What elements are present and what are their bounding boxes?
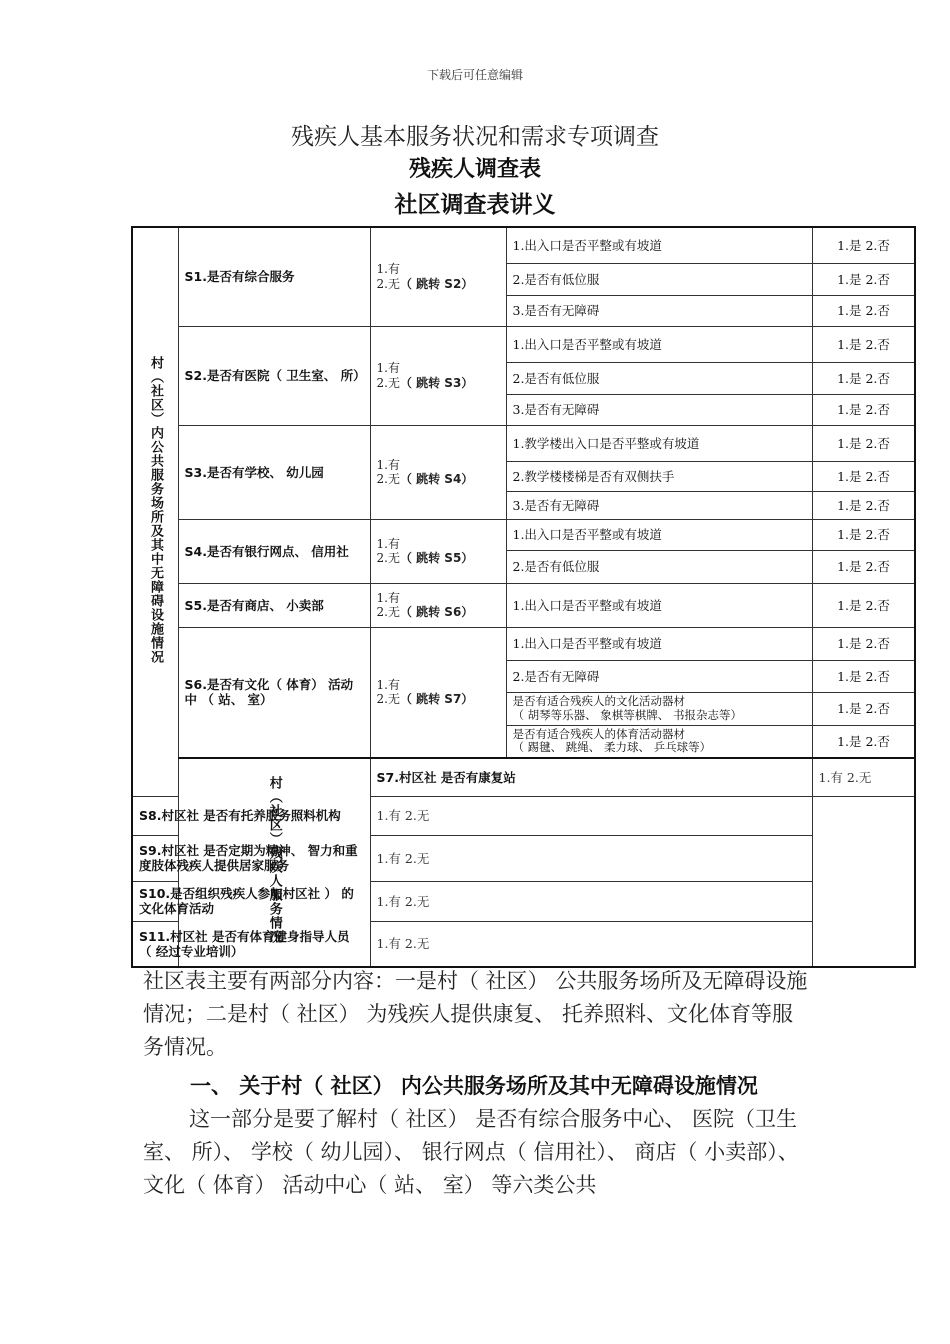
question-s11: S11.村区社 是否有体育健身指导人员 （ 经过专业培训） <box>132 921 370 967</box>
table-row <box>132 881 915 921</box>
table-row <box>132 583 915 627</box>
answer-yes-no: 1.是 2.否 <box>812 491 915 519</box>
sub-question: 2.教学楼楼梯是否有双侧扶手 <box>506 461 812 491</box>
sub-question: 2.是否有低位服 <box>506 263 812 295</box>
options-s4: 1.有 2.无（ 跳转 S5） <box>370 519 506 583</box>
question-s10: S10.是否组织残疾人参加村区社 ） 的文化体育活动 <box>132 881 370 921</box>
answer-yes-no: 1.是 2.否 <box>812 692 915 725</box>
intro-paragraph: 社区表主要有两部分内容：一是村（ 社区） 公共服务场所及无障碍设施情况；二是村（ 社区） 为残疾人提供康复、 托养照料、文化体育等服务情况。 <box>143 969 808 1059</box>
section-heading: 一、 关于村（ 社区） 内公共服务场所及其中无障碍设施情况 <box>190 1074 758 1098</box>
options-s6: 1.有 2.无（ 跳转 S7） <box>370 627 506 758</box>
table-row <box>132 425 915 461</box>
sub-question: 1.出入口是否平整或有坡道 <box>506 227 812 263</box>
sub-question: 2.是否有无障碍 <box>506 660 812 692</box>
sub-question: 1.出入口是否平整或有坡道 <box>506 627 812 660</box>
sub-question: 1.出入口是否平整或有坡道 <box>506 583 812 627</box>
sub-question: 是否有适合残疾人的体育活动器材 （ 踢毽、 跳绳、 柔力球、 乒乓球等） <box>506 725 812 758</box>
sub-question: 1.出入口是否平整或有坡道 <box>506 326 812 362</box>
table-row <box>132 835 915 881</box>
section2-label: 村（社区）残疾人服务情况 <box>178 758 370 967</box>
sub-question: 2.是否有低位服 <box>506 550 812 583</box>
sub-question: 3.是否有无障碍 <box>506 295 812 326</box>
answer-yes-no: 1.是 2.否 <box>812 627 915 660</box>
question-s1: S1.是否有综合服务 <box>178 227 370 326</box>
section1-label: 村（社区）内公共服务场所及其中无障碍设施情况 <box>132 227 178 796</box>
options-s3: 1.有 2.无（ 跳转 S4） <box>370 425 506 519</box>
survey-table <box>131 226 916 968</box>
answer-yes-no: 1.是 2.否 <box>812 227 915 263</box>
table-row <box>132 227 915 263</box>
answer-yes-no: 1.是 2.否 <box>812 583 915 627</box>
answer-yes-no: 1.是 2.否 <box>812 725 915 758</box>
answer-yes-no: 1.是 2.否 <box>812 362 915 394</box>
table-row <box>132 921 915 967</box>
sub-question: 是否有适合残疾人的文化活动器材 （ 胡琴等乐器、 象棋等棋牌、 书报杂志等） <box>506 692 812 725</box>
question-s3: S3.是否有学校、 幼儿园 <box>178 425 370 519</box>
document-title: 社区调查表讲义 <box>394 192 556 218</box>
options-s2: 1.有 2.无（ 跳转 S3） <box>370 326 506 425</box>
sub-question: 3.是否有无障碍 <box>506 491 812 519</box>
answer-yes-no: 1.是 2.否 <box>812 660 915 692</box>
answer-yes-no: 1.是 2.否 <box>812 425 915 461</box>
sub-question: 1.出入口是否平整或有坡道 <box>506 519 812 550</box>
table-row <box>132 627 915 660</box>
options-s5: 1.有 2.无（ 跳转 S6） <box>370 583 506 627</box>
header-note: 下载后可任意编辑 <box>426 68 523 82</box>
answer-yes-no: 1.是 2.否 <box>812 550 915 583</box>
table-row <box>132 758 915 796</box>
answer-yes-no: 1.是 2.否 <box>812 519 915 550</box>
question-s5: S5.是否有商店、 小卖部 <box>178 583 370 627</box>
answer-have-none: 1.有 2.无 <box>812 758 915 796</box>
body-paragraph: 这一部分是要了解村（ 社区） 是否有综合服务中心、 医院（卫生室、 所）、 学校（ 幼儿园）、 银行网点（ 信用社）、 商店（ 小卖部）、 文化（ 体育） 活动中心（ 站、 室） 等六类公共 <box>143 1107 799 1197</box>
survey-title: 残疾人基本服务状况和需求专项调查 <box>291 124 659 150</box>
table-row <box>132 326 915 362</box>
answer-have-none: 1.有 2.无 <box>370 881 812 921</box>
sub-question: 1.教学楼出入口是否平整或有坡道 <box>506 425 812 461</box>
answer-yes-no: 1.是 2.否 <box>812 295 915 326</box>
table-row <box>132 796 915 835</box>
answer-have-none: 1.有 2.无 <box>370 921 812 967</box>
answer-yes-no: 1.是 2.否 <box>812 461 915 491</box>
table-row <box>132 519 915 550</box>
answer-yes-no: 1.是 2.否 <box>812 326 915 362</box>
answer-yes-no: 1.是 2.否 <box>812 263 915 295</box>
sub-question: 3.是否有无障碍 <box>506 394 812 425</box>
sub-question: 2.是否有低位服 <box>506 362 812 394</box>
question-s4: S4.是否有银行网点、 信用社 <box>178 519 370 583</box>
answer-yes-no: 1.是 2.否 <box>812 394 915 425</box>
options-s1: 1.有 2.无（ 跳转 S2） <box>370 227 506 326</box>
question-s9: S9.村区社 是否定期为精神、 智力和重度肢体残疾人提供居家服务 <box>132 835 370 881</box>
question-s8: S8.村区社 是否有托养服务照料机构 <box>132 796 370 835</box>
answer-have-none: 1.有 2.无 <box>370 796 812 835</box>
survey-subtitle: 残疾人调查表 <box>408 157 541 182</box>
answer-have-none: 1.有 2.无 <box>370 835 812 881</box>
question-s2: S2.是否有医院（ 卫生室、 所） <box>178 326 370 425</box>
question-s6: S6.是否有文化（ 体育） 活动中 （ 站、 室） <box>178 627 370 758</box>
question-s7: S7.村区社 是否有康复站 <box>370 758 812 796</box>
